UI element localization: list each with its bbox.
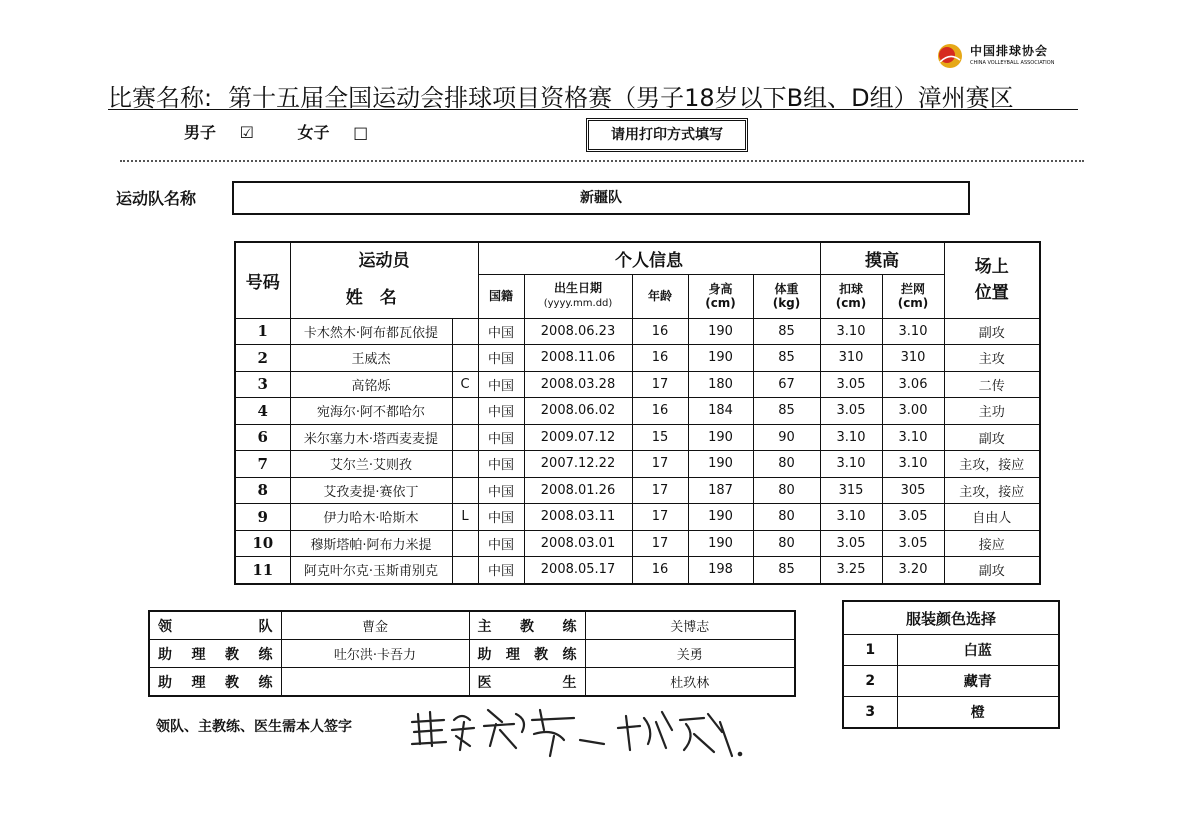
player-name: 高铭烁 bbox=[290, 371, 452, 398]
table-row bbox=[235, 557, 1040, 584]
player-block: 3.05 bbox=[882, 504, 944, 531]
player-weight: 80 bbox=[753, 504, 820, 531]
player-block: 3.00 bbox=[882, 398, 944, 425]
team-name-field[interactable]: 新疆队 bbox=[232, 181, 970, 215]
player-spike: 3.05 bbox=[820, 530, 882, 557]
header-block bbox=[882, 274, 944, 318]
table-row bbox=[235, 477, 1040, 504]
volleyball-logo-icon bbox=[936, 42, 964, 70]
player-birth: 2008.11.06 bbox=[524, 345, 632, 372]
handwritten-signatures-icon bbox=[404, 700, 784, 770]
player-height: 190 bbox=[688, 504, 753, 531]
player-spike: 310 bbox=[820, 345, 882, 372]
player-height: 190 bbox=[688, 451, 753, 478]
player-role bbox=[452, 398, 478, 425]
player-age: 17 bbox=[632, 477, 688, 504]
player-weight: 80 bbox=[753, 451, 820, 478]
gender-female-checkbox[interactable]: □ bbox=[353, 123, 369, 142]
player-block: 310 bbox=[882, 345, 944, 372]
player-position: 主攻 bbox=[944, 345, 1040, 372]
head-coach-name[interactable]: 关博志 bbox=[585, 611, 795, 640]
table-row bbox=[235, 371, 1040, 398]
player-birth: 2007.12.22 bbox=[524, 451, 632, 478]
player-height: 187 bbox=[688, 477, 753, 504]
header-spike bbox=[820, 274, 882, 318]
player-number: 10 bbox=[235, 530, 290, 557]
player-birth: 2008.03.11 bbox=[524, 504, 632, 531]
player-weight: 85 bbox=[753, 318, 820, 345]
dotted-divider bbox=[120, 160, 1084, 162]
roster-body bbox=[235, 318, 1040, 584]
competition-title-label: 比赛名称: bbox=[108, 84, 213, 112]
leader-label: 领 队 bbox=[149, 611, 281, 640]
player-name: 宛海尔·阿不都哈尔 bbox=[290, 398, 452, 425]
player-position: 自由人 bbox=[944, 504, 1040, 531]
player-age: 16 bbox=[632, 557, 688, 584]
header-athlete-top: 运动员 bbox=[290, 242, 478, 274]
table-row bbox=[235, 424, 1040, 451]
player-nat: 中国 bbox=[478, 424, 524, 451]
player-role bbox=[452, 557, 478, 584]
player-nat: 中国 bbox=[478, 451, 524, 478]
uniform-color-number: 2 bbox=[843, 666, 897, 697]
header-age: 年龄 bbox=[632, 274, 688, 318]
player-nat: 中国 bbox=[478, 477, 524, 504]
player-age: 16 bbox=[632, 318, 688, 345]
head-coach-label: 主 教 练 bbox=[469, 611, 585, 640]
player-position: 主攻，接应 bbox=[944, 477, 1040, 504]
player-nat: 中国 bbox=[478, 530, 524, 557]
uniform-color-table bbox=[842, 600, 1060, 729]
player-block: 3.10 bbox=[882, 424, 944, 451]
player-name: 伊力哈木·哈斯木 bbox=[290, 504, 452, 531]
player-weight: 80 bbox=[753, 477, 820, 504]
leader-name[interactable]: 曹金 bbox=[281, 611, 469, 640]
player-spike: 3.10 bbox=[820, 318, 882, 345]
player-role: L bbox=[452, 504, 478, 531]
player-spike: 3.05 bbox=[820, 398, 882, 425]
assistant-coach-2[interactable]: 关勇 bbox=[585, 640, 795, 668]
player-height: 190 bbox=[688, 530, 753, 557]
staff-table bbox=[148, 610, 796, 697]
logo-text-en: CHINA VOLLEYBALL ASSOCIATION bbox=[970, 60, 1055, 66]
player-weight: 85 bbox=[753, 557, 820, 584]
player-position: 主攻，接应 bbox=[944, 451, 1040, 478]
header-reach: 摸高 bbox=[820, 242, 944, 274]
player-number: 8 bbox=[235, 477, 290, 504]
player-birth: 2009.07.12 bbox=[524, 424, 632, 451]
player-block: 3.06 bbox=[882, 371, 944, 398]
assistant-coach-1[interactable]: 吐尔洪·卡吾力 bbox=[281, 640, 469, 668]
player-spike: 315 bbox=[820, 477, 882, 504]
table-row bbox=[235, 398, 1040, 425]
player-block: 305 bbox=[882, 477, 944, 504]
player-role: C bbox=[452, 371, 478, 398]
header-birth-label: 出生日期 bbox=[553, 281, 602, 295]
player-spike: 3.25 bbox=[820, 557, 882, 584]
header-weight bbox=[753, 274, 820, 318]
header-position-bottom: 位置 bbox=[974, 283, 1009, 304]
assistant-coach-label-3: 助 理 教 练 bbox=[149, 668, 281, 697]
player-spike: 3.10 bbox=[820, 424, 882, 451]
doctor-label: 医 生 bbox=[469, 668, 585, 697]
assistant-coach-label-2: 助 理 教 练 bbox=[469, 640, 585, 668]
uniform-color-value: 藏青 bbox=[897, 666, 1059, 697]
uniform-color-number: 1 bbox=[843, 635, 897, 666]
table-row bbox=[235, 530, 1040, 557]
gender-male-checkbox[interactable]: ☑ bbox=[239, 123, 254, 142]
header-spike-unit: (cm) bbox=[835, 296, 867, 310]
player-block: 3.10 bbox=[882, 318, 944, 345]
player-position: 副攻 bbox=[944, 557, 1040, 584]
uniform-color-row[interactable] bbox=[843, 697, 1059, 729]
header-personal-info: 个人信息 bbox=[478, 242, 820, 274]
player-name: 艾孜麦提·赛依丁 bbox=[290, 477, 452, 504]
player-role bbox=[452, 318, 478, 345]
uniform-color-row[interactable] bbox=[843, 666, 1059, 697]
uniform-color-row[interactable] bbox=[843, 635, 1059, 666]
player-number: 4 bbox=[235, 398, 290, 425]
signature-label: 领队、主教练、医生需本人签字 bbox=[156, 719, 352, 735]
player-number: 2 bbox=[235, 345, 290, 372]
player-birth: 2008.06.02 bbox=[524, 398, 632, 425]
logo-text-cn: 中国排球协会 bbox=[970, 44, 1049, 58]
player-age: 16 bbox=[632, 345, 688, 372]
player-height: 190 bbox=[688, 345, 753, 372]
player-age: 17 bbox=[632, 530, 688, 557]
player-number: 3 bbox=[235, 371, 290, 398]
gender-female-label: 女子 bbox=[297, 123, 330, 142]
team-name-label: 运动队名称 bbox=[116, 189, 197, 208]
header-block-unit: (cm) bbox=[897, 296, 929, 310]
print-note-box: 请用打印方式填写 bbox=[588, 120, 746, 150]
header-birth bbox=[524, 274, 632, 318]
uniform-color-value: 白蓝 bbox=[897, 635, 1059, 666]
player-birth: 2008.03.28 bbox=[524, 371, 632, 398]
gender-selection bbox=[184, 120, 406, 143]
header-weight-label: 体重 bbox=[774, 282, 799, 296]
player-height: 180 bbox=[688, 371, 753, 398]
player-name: 阿克叶尔克·玉斯甫别克 bbox=[290, 557, 452, 584]
competition-title-value: 第十五届全国运动会排球项目资格赛（男子18岁以下B组、D组）漳州赛区 bbox=[228, 84, 1014, 112]
player-birth: 2008.06.23 bbox=[524, 318, 632, 345]
header-height-label: 身高 bbox=[708, 282, 733, 296]
player-role bbox=[452, 477, 478, 504]
player-birth: 2008.05.17 bbox=[524, 557, 632, 584]
header-birth-format: (yyyy.mm.dd) bbox=[543, 298, 613, 309]
player-role bbox=[452, 345, 478, 372]
player-position: 副攻 bbox=[944, 318, 1040, 345]
player-number: 7 bbox=[235, 451, 290, 478]
header-position bbox=[944, 242, 1040, 318]
header-role-blank bbox=[452, 274, 478, 318]
roster-table bbox=[234, 241, 1041, 585]
uniform-color-number: 3 bbox=[843, 697, 897, 729]
player-weight: 85 bbox=[753, 398, 820, 425]
player-role bbox=[452, 424, 478, 451]
player-block: 3.20 bbox=[882, 557, 944, 584]
table-row bbox=[235, 504, 1040, 531]
assistant-coach-label: 助 理 教 练 bbox=[149, 640, 281, 668]
player-spike: 3.05 bbox=[820, 371, 882, 398]
header-height bbox=[688, 274, 753, 318]
player-height: 190 bbox=[688, 318, 753, 345]
player-height: 198 bbox=[688, 557, 753, 584]
player-birth: 2008.01.26 bbox=[524, 477, 632, 504]
table-row bbox=[235, 318, 1040, 345]
player-number: 9 bbox=[235, 504, 290, 531]
player-weight: 85 bbox=[753, 345, 820, 372]
player-nat: 中国 bbox=[478, 504, 524, 531]
uniform-color-value: 橙 bbox=[897, 697, 1059, 729]
title-underline bbox=[108, 109, 1078, 110]
player-role bbox=[452, 451, 478, 478]
player-height: 190 bbox=[688, 424, 753, 451]
header-weight-unit: (kg) bbox=[772, 296, 801, 310]
header-block-label: 拦网 bbox=[900, 282, 925, 296]
player-age: 15 bbox=[632, 424, 688, 451]
player-block: 3.05 bbox=[882, 530, 944, 557]
player-name: 米尔塞力木·塔西麦麦提 bbox=[290, 424, 452, 451]
uniform-color-title: 服装颜色选择 bbox=[843, 601, 1059, 635]
assistant-coach-3[interactable] bbox=[281, 668, 469, 697]
table-row bbox=[235, 451, 1040, 478]
player-nat: 中国 bbox=[478, 398, 524, 425]
player-age: 17 bbox=[632, 451, 688, 478]
player-name: 王威杰 bbox=[290, 345, 452, 372]
header-position-top: 场上 bbox=[974, 257, 1009, 278]
doctor-name[interactable]: 杜玖林 bbox=[585, 668, 795, 697]
player-number: 1 bbox=[235, 318, 290, 345]
player-weight: 80 bbox=[753, 530, 820, 557]
header-nationality: 国籍 bbox=[478, 274, 524, 318]
player-age: 16 bbox=[632, 398, 688, 425]
player-weight: 67 bbox=[753, 371, 820, 398]
player-position: 主功 bbox=[944, 398, 1040, 425]
gender-male-label: 男子 bbox=[184, 123, 217, 142]
player-age: 17 bbox=[632, 504, 688, 531]
header-height-unit: (cm) bbox=[705, 296, 736, 310]
player-position: 接应 bbox=[944, 530, 1040, 557]
player-nat: 中国 bbox=[478, 371, 524, 398]
association-logo bbox=[936, 40, 1066, 76]
header-spike-label: 扣球 bbox=[838, 282, 863, 296]
uniform-color-options bbox=[843, 635, 1059, 729]
player-nat: 中国 bbox=[478, 345, 524, 372]
player-height: 184 bbox=[688, 398, 753, 425]
player-spike: 3.10 bbox=[820, 504, 882, 531]
player-weight: 90 bbox=[753, 424, 820, 451]
competition-title bbox=[108, 78, 1088, 113]
table-row bbox=[235, 345, 1040, 372]
player-number: 11 bbox=[235, 557, 290, 584]
player-number: 6 bbox=[235, 424, 290, 451]
player-birth: 2008.03.01 bbox=[524, 530, 632, 557]
player-name: 穆斯塔帕·阿布力米提 bbox=[290, 530, 452, 557]
player-block: 3.10 bbox=[882, 451, 944, 478]
player-name: 卡木然木·阿布都瓦依提 bbox=[290, 318, 452, 345]
player-role bbox=[452, 530, 478, 557]
player-position: 副攻 bbox=[944, 424, 1040, 451]
header-athlete-bottom: 姓 名 bbox=[290, 274, 452, 318]
player-nat: 中国 bbox=[478, 557, 524, 584]
player-age: 17 bbox=[632, 371, 688, 398]
player-nat: 中国 bbox=[478, 318, 524, 345]
player-position: 二传 bbox=[944, 371, 1040, 398]
player-name: 艾尔兰·艾则孜 bbox=[290, 451, 452, 478]
player-spike: 3.10 bbox=[820, 451, 882, 478]
header-number: 号码 bbox=[235, 242, 290, 318]
